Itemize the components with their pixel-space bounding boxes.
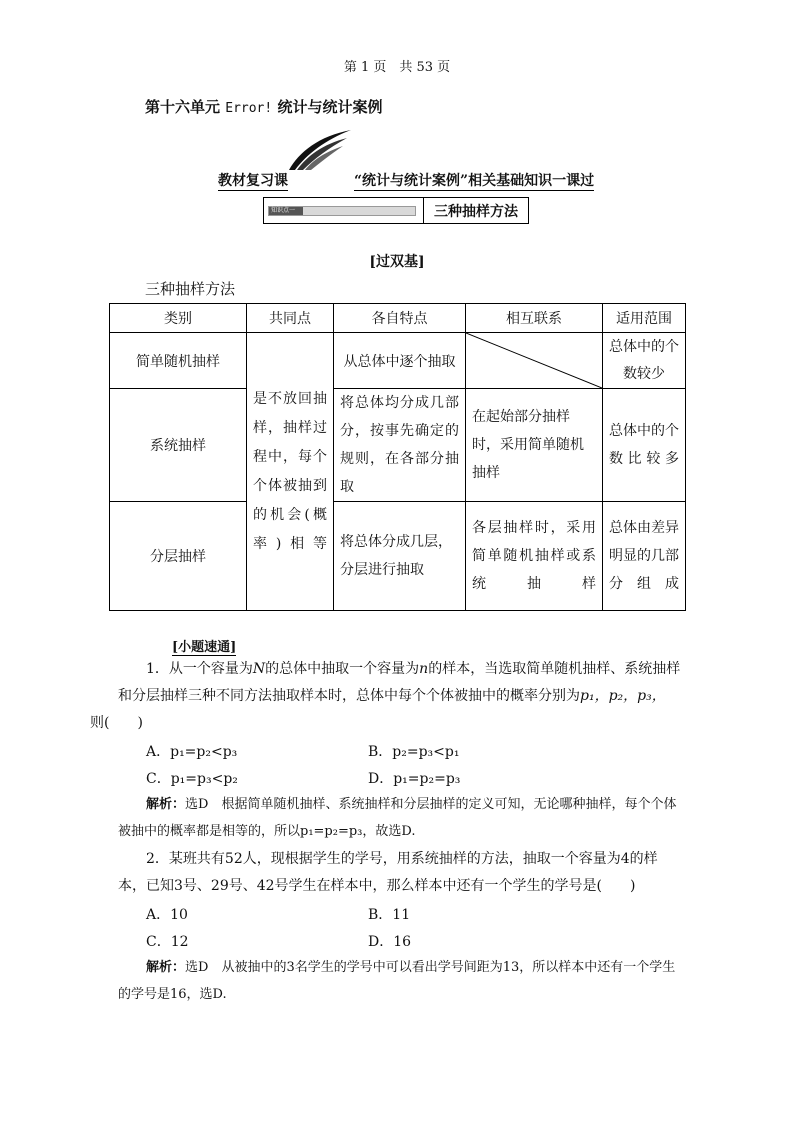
q1-option-a[interactable]: A．p₁=p₂<p₃	[146, 744, 238, 760]
q1-number: 1．	[146, 661, 169, 677]
box-divider	[423, 198, 424, 223]
question-1	[90, 656, 684, 737]
q2-text: 某班共有52人，现根据学生的学号，用系统抽样的方法，抽取一个容量为4的样本，已知3号、29号、42号学生在样本中，那么样本中还有一个学生的学号是( )	[118, 851, 658, 894]
q1-option-c[interactable]: C．p₁=p₃<p₂	[146, 771, 238, 787]
q2-solution-text: 选D 从被抽中的3名学生的学号中可以看出学号间距为13，所以样本中还有一个学生的学号是16，选D.	[118, 960, 676, 1002]
q1-text-a: 从一个容量为	[168, 661, 253, 677]
swoosh-logo	[285, 128, 355, 172]
q2-option-b[interactable]: B．11	[368, 907, 411, 923]
table-row	[110, 502, 686, 611]
table-header-row	[110, 304, 686, 333]
q1-text-d: 则( )	[90, 715, 143, 731]
q1-probs: p₁，p₂，p₃，	[580, 688, 666, 704]
knowledge-point-box	[263, 197, 529, 224]
row2-scope: 总体中的个数比较多	[603, 389, 686, 502]
header-scope: 适用范围	[603, 304, 686, 333]
table-row	[110, 333, 686, 389]
unit-suffix: 统计与统计案例	[277, 98, 383, 116]
q2-solution-label: 解析：	[146, 960, 186, 975]
sampling-methods-table	[109, 303, 686, 611]
q2-option-a[interactable]: A．10	[146, 907, 188, 923]
q2-option-d[interactable]: D．16	[368, 934, 412, 950]
question-2	[118, 846, 684, 900]
header-relation: 相互联系	[466, 304, 603, 333]
q1-var-n: n	[419, 661, 429, 677]
knowledge-box-label: 三种抽样方法	[434, 204, 518, 220]
common-cell: 是不放回抽样，抽样过程中，每个个体被抽到的机会(概率)相等	[247, 333, 334, 611]
q1-solution-label: 解析：	[146, 797, 186, 812]
header-category: 类别	[110, 304, 247, 333]
row2-feature: 将总体均分成几部分，按事先确定的规则，在各部分抽取	[334, 389, 466, 502]
q2-option-c[interactable]: C．12	[146, 934, 189, 950]
row1-feature: 从总体中逐个抽取	[334, 333, 466, 389]
q1-text-c: 的样本，当选取简单随机抽样、系统抽样和分层抽样三种不同方法抽取样本时，总体中每个个体被抽中的概率分别为	[118, 661, 681, 704]
row1-scope: 总体中的个数较少	[603, 333, 686, 389]
row3-scope: 总体由差异明显的几部分组成	[603, 502, 686, 611]
q1-var-N: N	[252, 661, 266, 677]
header-feature: 各自特点	[334, 304, 466, 333]
q1-option-d[interactable]: D．p₁=p₂=p₃	[368, 771, 461, 787]
row1-category: 简单随机抽样	[110, 333, 247, 389]
knowledge-tab-bar	[268, 206, 416, 216]
q1-text-b: 的总体中抽取一个容量为	[265, 661, 420, 677]
header-common: 共同点	[247, 304, 334, 333]
q1-solution-text: 选D 根据简单随机抽样、系统抽样和分层抽样的定义可知，无论哪种抽样，每个个体被抽中的概率都是相等的，所以p₁=p₂=p₃，故选D.	[118, 797, 677, 839]
q1-option-b[interactable]: B．p₂=p₃<p₁	[368, 744, 460, 760]
banner-left-text: 教材复习课	[218, 170, 288, 191]
row3-category: 分层抽样	[110, 502, 247, 611]
banner-right-text: “统计与统计案例”相关基础知识一课过	[354, 170, 594, 191]
unit-error-text: Error!	[225, 101, 273, 116]
row3-relation: 各层抽样时，采用简单随机抽样或系统抽样	[466, 502, 603, 611]
knowledge-tab-chip: 知识点一	[269, 207, 303, 215]
q2-solution	[118, 954, 684, 1008]
page-header: 第 1 页 共 53 页	[343, 60, 451, 75]
q2-number: 2．	[146, 851, 169, 867]
unit-prefix: 第十六单元	[145, 98, 221, 116]
q1-solution	[118, 791, 684, 845]
row2-relation: 在起始部分抽样时，采用简单随机抽样	[466, 389, 603, 502]
unit-title	[145, 96, 382, 117]
row3-feature: 将总体分成几层，分层进行抽取	[334, 502, 466, 611]
section-bracket: [过双基]	[369, 254, 425, 270]
diagonal-line	[466, 333, 602, 388]
row2-category: 系统抽样	[110, 389, 247, 502]
row1-relation	[466, 333, 603, 389]
section-subtitle: 三种抽样方法	[145, 280, 236, 298]
table-row	[110, 389, 686, 502]
quick-practice-label: [小题速通]	[172, 636, 236, 656]
